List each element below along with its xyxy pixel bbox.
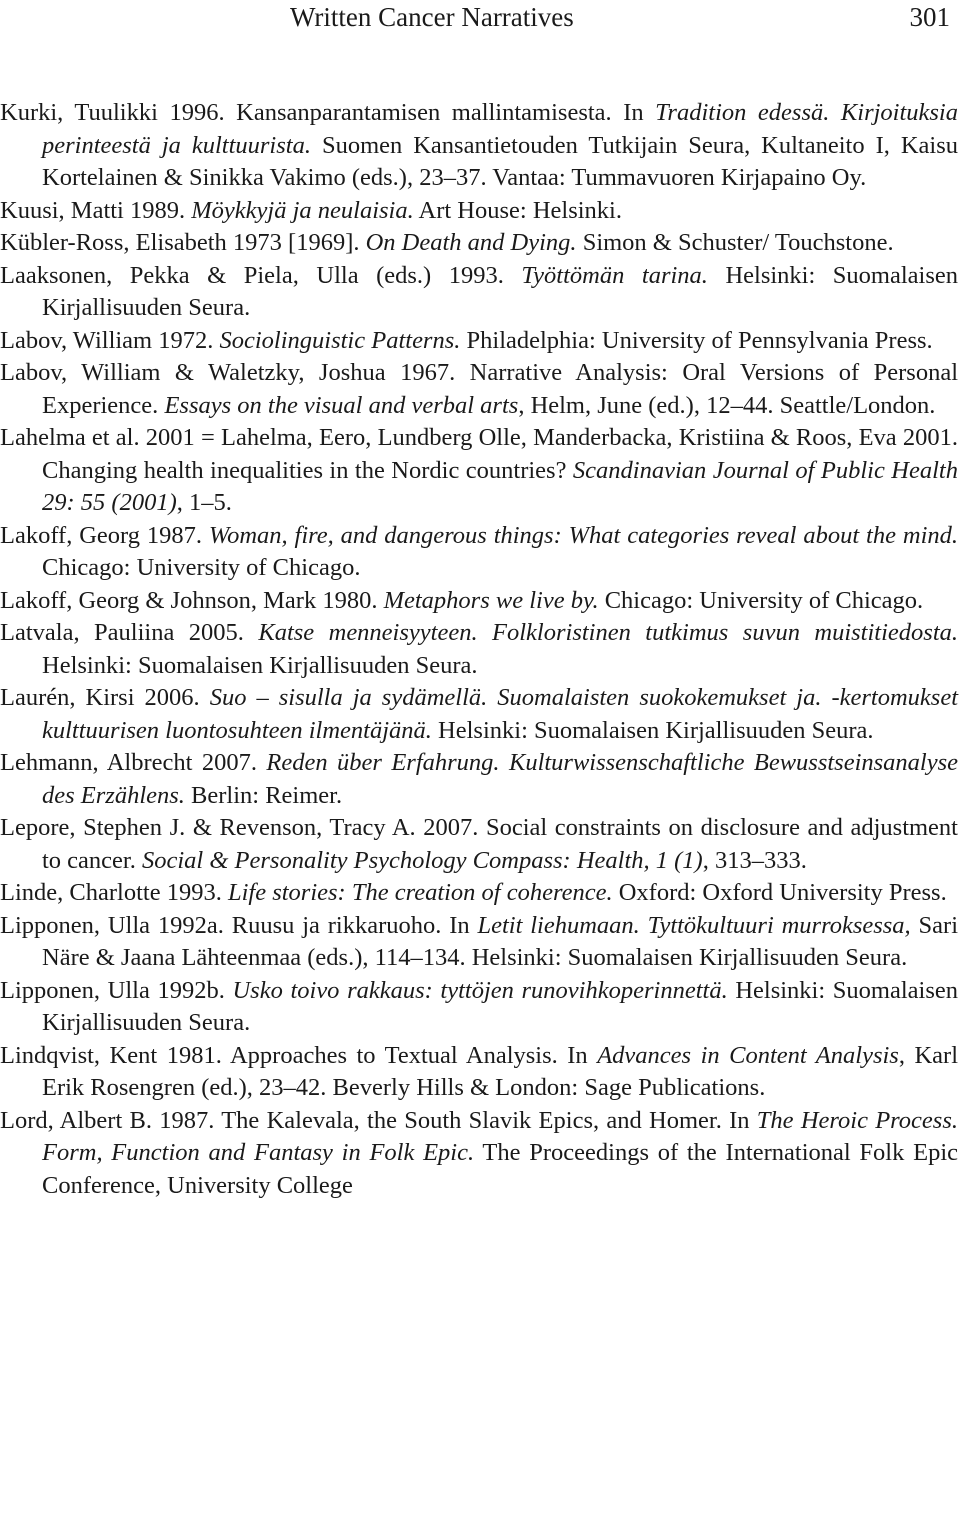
reference-entry [0, 747, 958, 812]
reference-entry [0, 1040, 958, 1105]
reference-entry [0, 260, 958, 325]
reference-title-italic: Woman, fire, and dangerous things: What categories reveal about the mind. [208, 521, 958, 549]
reference-entry [0, 422, 958, 520]
reference-text: Philadelphia: University of Pennsylvania Press. [460, 326, 933, 354]
reference-text: Helsinki: Suomalaisen Kirjallisuuden Seura. [42, 976, 958, 1036]
reference-text: Sari Näre & Jaana Lähteenmaa (eds.), 114–134. Helsinki: Suomalaisen Kirjallisuuden Seura. [42, 911, 958, 971]
reference-text: , 313–333. [702, 846, 807, 874]
reference-text: The Proceedings of the International Folk Epic Conference, University College [42, 1139, 958, 1199]
reference-text: Kübler-Ross, Elisabeth 1973 [1969]. [0, 229, 366, 256]
reference-entry [0, 227, 958, 260]
reference-title-italic: Katse menneisyyteen. Folkloristinen tutkimus suvun muistitiedosta. [258, 619, 958, 646]
reference-list [0, 97, 958, 1202]
reference-text: , Helm, June (ed.), 12–44. Seattle/London. [518, 391, 936, 419]
reference-title-italic: Reden über Erfahrung. Kulturwissenschaftliche Bewusstseinsanalyse des Erzählens. [42, 749, 959, 809]
reference-text: Labov, William 1972. [0, 326, 220, 354]
reference-title-italic: Suo – sisulla ja sydämellä. Suomalaisten suokokemukset ja. -kertomukset kulttuurisen luontosuhteen ilmentäjänä. [42, 684, 959, 744]
reference-text: Simon & Schuster/ Touchstone. [576, 229, 894, 256]
reference-entry [0, 520, 958, 585]
reference-title-italic: Metaphors we live by. [383, 586, 599, 614]
reference-text: Berlin: Reimer. [184, 781, 343, 809]
reference-text: Linde, Charlotte 1993. [0, 879, 228, 906]
reference-title-italic: Life stories: The creation of coherence. [227, 879, 613, 906]
reference-text: Chicago: University of Chicago. [598, 586, 924, 614]
page-header [0, 0, 960, 40]
reference-text: , Karl Erik Rosengren (ed.), 23–42. Beverly Hills & London: Sage Publications. [42, 1041, 958, 1101]
reference-text: Kurki, Tuulikki 1996. Kansanparantamisen mallintamisesta. In [0, 99, 656, 126]
reference-text: , 1–5. [176, 489, 232, 516]
reference-title-italic: Letit liehumaan. Tyttökultuuri murroksessa, [477, 911, 911, 939]
reference-text: Chicago: University of Chicago. [42, 554, 361, 581]
reference-entry [0, 682, 958, 747]
reference-text: Lindqvist, Kent 1981. Approaches to Textual Analysis. In [0, 1041, 598, 1069]
reference-title-italic: Möykkyjä ja neulaisia. [191, 196, 414, 224]
reference-text: Lord, Albert B. 1987. The Kalevala, the South Slavik Epics, and Homer. In [0, 1106, 757, 1134]
reference-text: Kuusi, Matti 1989. [0, 196, 192, 224]
reference-text: Labov, William & Waletzky, Joshua 1967. Narrative Analysis: Oral Versions of Personal Experience. [0, 359, 958, 419]
reference-text: Oxford: Oxford University Press. [612, 879, 947, 906]
reference-entry [0, 617, 958, 682]
reference-text: Lepore, Stephen J. & Revenson, Tracy A. 2007. Social constraints on disclosure and adjustment to cancer. [0, 814, 958, 874]
reference-text: Laurén, Kirsi 2006. [0, 684, 210, 711]
reference-text: Lehmann, Albrecht 2007. [0, 749, 267, 776]
reference-title-italic: Essays on the visual and verbal arts [164, 391, 519, 419]
reference-text: Helsinki: Suomalaisen Kirjallisuuden Seura. [42, 261, 959, 321]
reference-text: Lipponen, Ulla 1992a. Ruusu ja rikkaruoho. In [0, 911, 478, 939]
reference-text: Lakoff, Georg 1987. [0, 521, 209, 549]
reference-text: Lakoff, Georg & Johnson, Mark 1980. [0, 586, 384, 614]
reference-text: Suomen Kansantietouden Tutkijain Seura, Kultaneito I, Kaisu Kortelainen & Sinikka Vakimo (eds.), 23–37. Vantaa: Tummavuoren Kirjapaino Oy. [42, 131, 958, 191]
reference-title-italic: The Heroic Process. Form, Function and Fantasy in Folk Epic. [42, 1106, 958, 1166]
running-title: Written Cancer Narratives [290, 2, 574, 32]
reference-title-italic: Scandinavian Journal of Public Health 29: 55 (2001) [42, 456, 958, 516]
reference-text: Lahelma et al. 2001 = Lahelma, Eero, Lundberg Olle, Manderbacka, Kristiina & Roos, Eva 2001. Changing health inequalities in the Nordic countries? [0, 424, 958, 484]
reference-entry [0, 357, 958, 422]
reference-text: Laaksonen, Pekka & Piela, Ulla (eds.) 1993. [0, 261, 522, 289]
reference-title-italic: On Death and Dying. [365, 229, 577, 256]
reference-title-italic: Sociolinguistic Patterns. [219, 326, 461, 354]
reference-entry [0, 975, 958, 1040]
reference-title-italic: Työttömän tarina. [521, 261, 708, 289]
reference-entry [0, 97, 958, 195]
reference-entry [0, 585, 958, 618]
reference-text: Helsinki: Suomalaisen Kirjallisuuden Seura. [42, 651, 478, 679]
reference-entry [0, 325, 958, 358]
reference-text: Latvala, Pauliina 2005. [0, 619, 259, 646]
reference-title-italic: Usko toivo rakkaus: tyttöjen runovihkoperinnettä. [232, 976, 728, 1004]
reference-title-italic: Tradition edessä. Kirjoituksia perinteestä ja kulttuurista. [42, 99, 958, 159]
reference-entry [0, 812, 958, 877]
reference-text: Lipponen, Ulla 1992b. [0, 976, 233, 1004]
reference-entry [0, 877, 958, 910]
reference-text: Helsinki: Suomalaisen Kirjallisuuden Seura. [431, 716, 874, 744]
page-number: 301 [909, 2, 950, 32]
reference-entry [0, 910, 958, 975]
reference-entry [0, 1105, 958, 1203]
reference-entry [0, 195, 958, 228]
reference-text: Art House: Helsinki. [413, 196, 622, 224]
reference-title-italic: Social & Personality Psychology Compass: Health, 1 (1) [142, 846, 703, 874]
reference-title-italic: Advances in Content Analysis [597, 1041, 899, 1069]
